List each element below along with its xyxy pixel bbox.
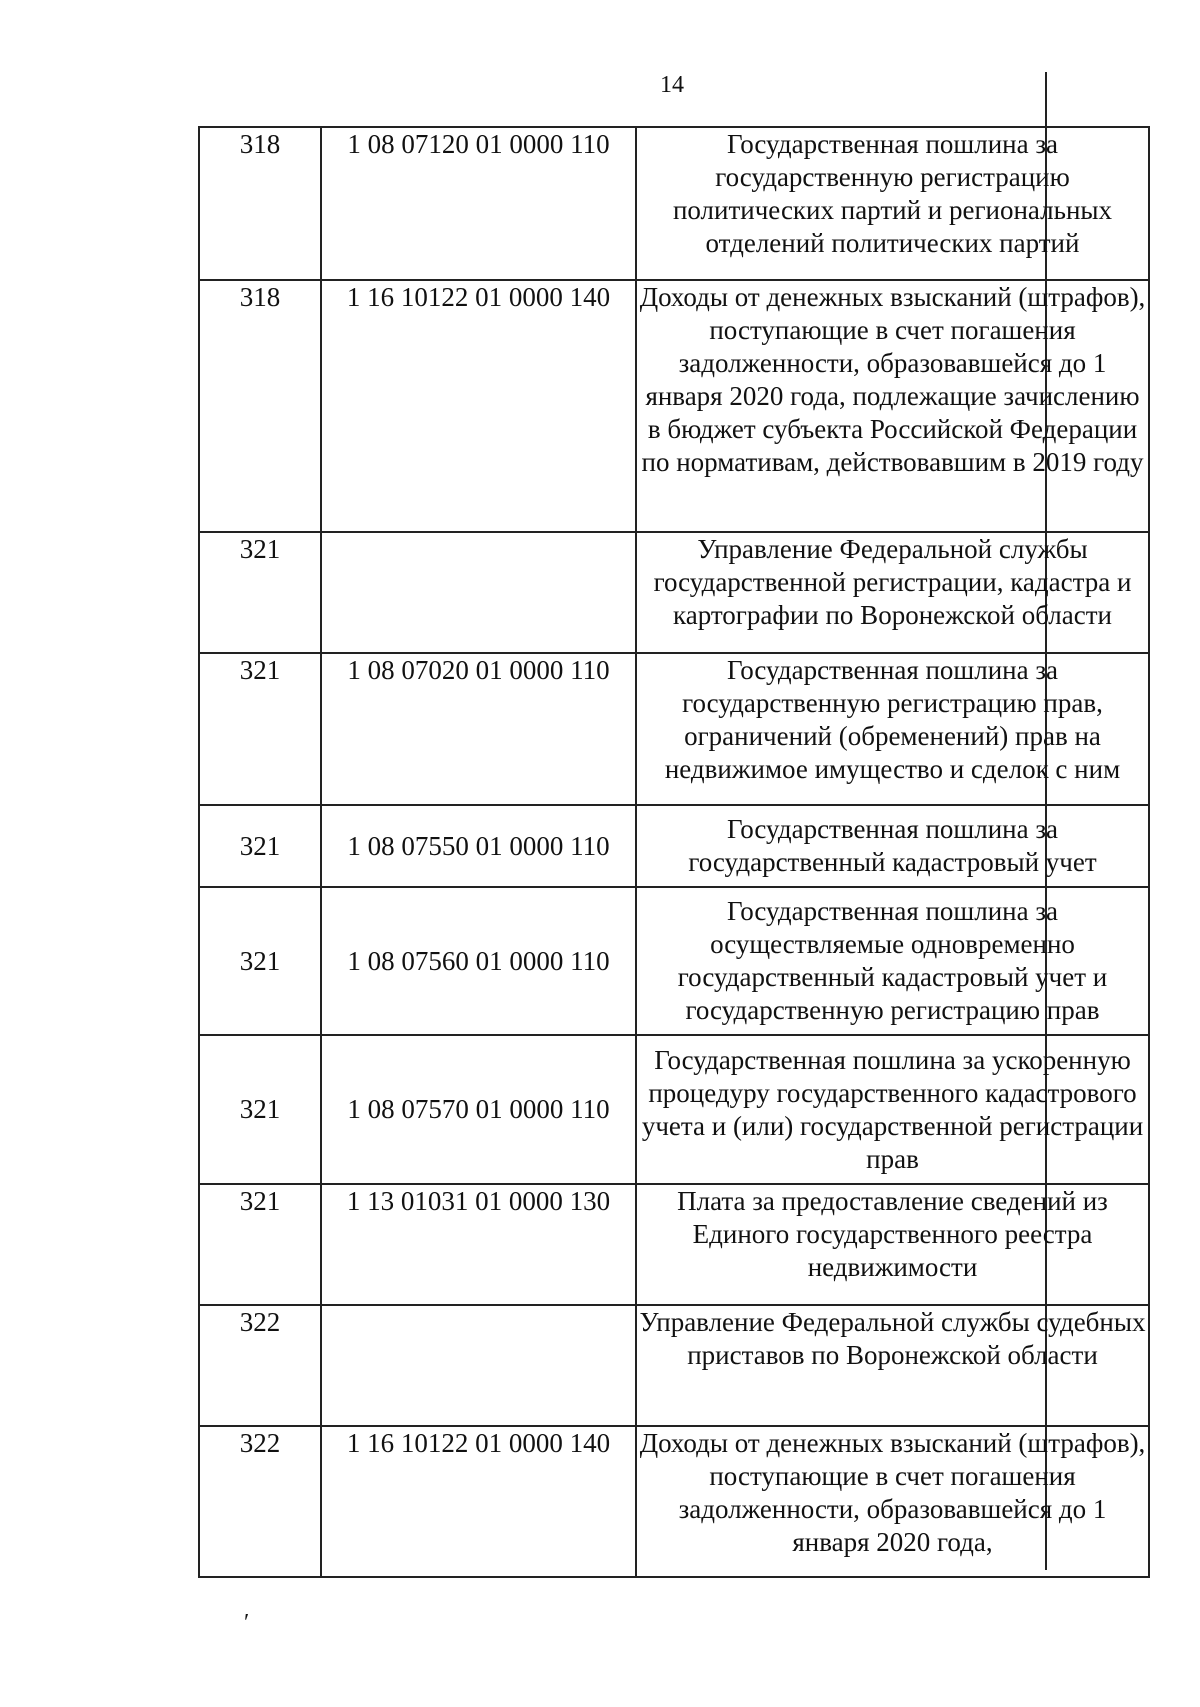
admin-code-cell: 321 — [199, 887, 321, 1035]
table-row — [199, 653, 1149, 805]
table-row — [199, 1184, 1149, 1305]
kbk-code-cell: 1 08 07020 01 0000 110 — [321, 653, 636, 805]
kbk-code-cell: 1 08 07560 01 0000 110 — [321, 887, 636, 1035]
admin-code-cell: 321 — [199, 805, 321, 887]
revenue-codes-table — [198, 126, 1150, 1578]
admin-code-cell: 321 — [199, 1035, 321, 1184]
admin-code-cell: 322 — [199, 1426, 321, 1577]
stray-mark: ′ — [244, 1610, 250, 1636]
admin-code-cell: 318 — [199, 280, 321, 532]
table-row — [199, 805, 1149, 887]
admin-code-cell: 322 — [199, 1305, 321, 1426]
table-row — [199, 532, 1149, 653]
kbk-code-cell: 1 16 10122 01 0000 140 — [321, 280, 636, 532]
revenue-name-cell: Управление Федеральной службы судебных приставов по Воронежской области — [636, 1305, 1149, 1426]
kbk-code-cell: 1 16 10122 01 0000 140 — [321, 1426, 636, 1577]
table-row — [199, 1426, 1149, 1577]
revenue-name-cell: Управление Федеральной службы государственной регистрации, кадастра и картографии по Воронежской области — [636, 532, 1149, 653]
kbk-code-cell: 1 08 07550 01 0000 110 — [321, 805, 636, 887]
revenue-name-cell: Государственная пошлина за государственную регистрацию политических партий и региональных отделений политических партий — [636, 127, 1149, 280]
admin-code-cell: 318 — [199, 127, 321, 280]
kbk-code-cell: 1 08 07120 01 0000 110 — [321, 127, 636, 280]
kbk-code-cell — [321, 532, 636, 653]
revenue-name-cell: Плата за предоставление сведений из Единого государственного реестра недвижимости — [636, 1184, 1149, 1305]
admin-code-cell: 321 — [199, 532, 321, 653]
table-row — [199, 887, 1149, 1035]
page-number: 14 — [660, 72, 684, 98]
revenue-name-cell: Доходы от денежных взысканий (штрафов), поступающие в счет погашения задолженности, образовавшейся до 1 января 2020 года, — [636, 1426, 1149, 1577]
kbk-code-cell: 1 13 01031 01 0000 130 — [321, 1184, 636, 1305]
kbk-code-cell — [321, 1305, 636, 1426]
revenue-name-cell: Доходы от денежных взысканий (штрафов), поступающие в счет погашения задолженности, образовавшейся до 1 января 2020 года, подлежащие зачислению в бюджет субъекта Российской Федерации по нормативам, действовавшим в 2019 году — [636, 280, 1149, 532]
table-row — [199, 1035, 1149, 1184]
table-row — [199, 1305, 1149, 1426]
table-row — [199, 127, 1149, 280]
admin-code-cell: 321 — [199, 1184, 321, 1305]
table-row — [199, 280, 1149, 532]
revenue-name-cell: Государственная пошлина за ускоренную процедуру государственного кадастрового учета и (или) государственной регистрации прав — [636, 1035, 1149, 1184]
revenue-name-cell: Государственная пошлина за государственный кадастровый учет — [636, 805, 1149, 887]
admin-code-cell: 321 — [199, 653, 321, 805]
revenue-name-cell: Государственная пошлина за государственную регистрацию прав, ограничений (обременений) прав на недвижимое имущество и сделок с ним — [636, 653, 1149, 805]
revenue-name-cell: Государственная пошлина за осуществляемые одновременно государственный кадастровый учет и государственную регистрацию прав — [636, 887, 1149, 1035]
kbk-code-cell: 1 08 07570 01 0000 110 — [321, 1035, 636, 1184]
